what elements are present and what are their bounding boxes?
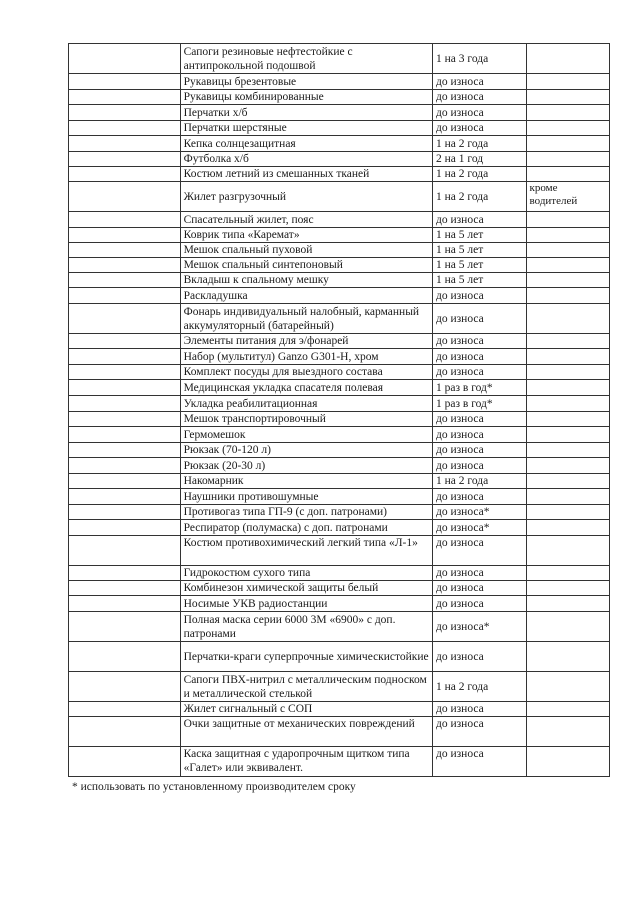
item-name-cell: Респиратор (полумаска) с доп. патронами — [180, 520, 432, 536]
item-name-cell: Спасательный жилет, пояс — [180, 212, 432, 228]
item-name-cell: Носимые УКВ радиостанции — [180, 596, 432, 612]
item-term-cell: до износа — [433, 458, 527, 474]
row-number-cell — [69, 458, 181, 474]
item-term-cell: до износа — [433, 489, 527, 505]
item-name-cell: Рюкзак (70-120 л) — [180, 443, 432, 458]
item-note-cell — [526, 90, 609, 105]
item-note-cell — [526, 136, 609, 152]
item-term-cell: до износа — [433, 288, 527, 304]
item-term-cell: до износа — [433, 90, 527, 105]
item-note-cell — [526, 121, 609, 136]
item-term-cell: 1 на 5 лет — [433, 258, 527, 273]
item-term-cell: до износа — [433, 304, 527, 334]
item-term-cell: 1 на 2 года — [433, 136, 527, 152]
item-note-cell — [526, 596, 609, 612]
item-name-cell: Комплект посуды для выездного состава — [180, 365, 432, 380]
item-name-cell: Футболка х/б — [180, 152, 432, 167]
item-note-cell — [526, 273, 609, 288]
row-number-cell — [69, 581, 181, 596]
row-number-cell — [69, 380, 181, 396]
table-row — [69, 182, 610, 212]
item-note-cell — [526, 412, 609, 427]
table-row — [69, 702, 610, 717]
row-number-cell — [69, 520, 181, 536]
row-number-cell — [69, 167, 181, 182]
row-number-cell — [69, 365, 181, 380]
table-row — [69, 458, 610, 474]
item-name-cell: Противогаз типа ГП-9 (с доп. патронами) — [180, 505, 432, 520]
row-number-cell — [69, 717, 181, 747]
item-name-cell: Укладка реабилитационная — [180, 396, 432, 412]
table-row — [69, 520, 610, 536]
item-name-cell: Сапоги ПВХ-нитрил с металлическим подноском и металлической стелькой — [180, 672, 432, 702]
table-row — [69, 427, 610, 443]
table-row — [69, 304, 610, 334]
row-number-cell — [69, 243, 181, 258]
item-term-cell: до износа — [433, 581, 527, 596]
item-note-cell — [526, 505, 609, 520]
row-number-cell — [69, 536, 181, 566]
item-term-cell: до износа — [433, 747, 527, 777]
item-name-cell: Комбинезон химической защиты белый — [180, 581, 432, 596]
item-note-cell — [526, 536, 609, 566]
item-name-cell: Рюкзак (20-30 л) — [180, 458, 432, 474]
item-term-cell: до износа — [433, 536, 527, 566]
item-note-cell — [526, 427, 609, 443]
table-row — [69, 747, 610, 777]
row-number-cell — [69, 642, 181, 672]
item-name-cell: Рукавицы комбинированные — [180, 90, 432, 105]
table-row — [69, 258, 610, 273]
row-number-cell — [69, 443, 181, 458]
row-number-cell — [69, 182, 181, 212]
item-note-cell — [526, 458, 609, 474]
table-row — [69, 596, 610, 612]
item-note-cell — [526, 443, 609, 458]
row-number-cell — [69, 474, 181, 489]
item-term-cell: до износа — [433, 596, 527, 612]
table-row — [69, 536, 610, 566]
item-term-cell: до износа — [433, 105, 527, 121]
item-term-cell: 1 на 5 лет — [433, 228, 527, 243]
item-name-cell: Элементы питания для э/фонарей — [180, 334, 432, 349]
item-name-cell: Гидрокостюм сухого типа — [180, 566, 432, 581]
table-row — [69, 273, 610, 288]
item-name-cell: Жилет разгрузочный — [180, 182, 432, 212]
item-name-cell: Перчатки х/б — [180, 105, 432, 121]
item-name-cell: Костюм противохимический легкий типа «Л-1» — [180, 536, 432, 566]
item-name-cell: Перчатки шерстяные — [180, 121, 432, 136]
item-term-cell: до износа — [433, 566, 527, 581]
table-row — [69, 672, 610, 702]
table-row — [69, 380, 610, 396]
table-row — [69, 212, 610, 228]
table-row — [69, 612, 610, 642]
item-note-cell — [526, 474, 609, 489]
item-note-cell — [526, 489, 609, 505]
item-term-cell: до износа — [433, 443, 527, 458]
table-row — [69, 105, 610, 121]
table-row — [69, 581, 610, 596]
row-number-cell — [69, 489, 181, 505]
item-term-cell: до износа — [433, 121, 527, 136]
item-term-cell: 1 раз в год* — [433, 396, 527, 412]
item-term-cell: 1 на 2 года — [433, 672, 527, 702]
item-term-cell: 1 на 2 года — [433, 182, 527, 212]
footnote: * использовать по установленному производителем сроку — [72, 781, 356, 793]
item-term-cell: до износа — [433, 412, 527, 427]
item-note-cell — [526, 717, 609, 747]
item-note-cell — [526, 672, 609, 702]
item-term-cell: 1 на 3 года — [433, 44, 527, 74]
item-note-cell — [526, 566, 609, 581]
item-note-cell — [526, 642, 609, 672]
row-number-cell — [69, 396, 181, 412]
table-row — [69, 349, 610, 365]
row-number-cell — [69, 74, 181, 90]
item-name-cell: Перчатки-краги суперпрочные химическистойкие — [180, 642, 432, 672]
item-note-cell — [526, 702, 609, 717]
item-term-cell: до износа — [433, 365, 527, 380]
item-note-cell — [526, 44, 609, 74]
row-number-cell — [69, 136, 181, 152]
table-row — [69, 136, 610, 152]
item-term-cell: до износа — [433, 642, 527, 672]
row-number-cell — [69, 121, 181, 136]
table-row — [69, 717, 610, 747]
table-row — [69, 152, 610, 167]
item-note-cell — [526, 396, 609, 412]
item-note-cell — [526, 152, 609, 167]
item-term-cell: до износа — [433, 349, 527, 365]
item-term-cell: до износа* — [433, 505, 527, 520]
table-row — [69, 121, 610, 136]
item-note-cell: кроме водителей — [526, 182, 609, 212]
item-name-cell: Мешок спальный синтепоновый — [180, 258, 432, 273]
item-note-cell — [526, 288, 609, 304]
table-row — [69, 489, 610, 505]
item-name-cell: Кепка солнцезащитная — [180, 136, 432, 152]
item-term-cell: до износа* — [433, 520, 527, 536]
table-row — [69, 288, 610, 304]
table-row — [69, 365, 610, 380]
item-term-cell: до износа — [433, 334, 527, 349]
item-term-cell: до износа — [433, 702, 527, 717]
item-name-cell: Рукавицы брезентовые — [180, 74, 432, 90]
item-note-cell — [526, 105, 609, 121]
table-row — [69, 474, 610, 489]
row-number-cell — [69, 228, 181, 243]
item-name-cell: Медицинская укладка спасателя полевая — [180, 380, 432, 396]
row-number-cell — [69, 152, 181, 167]
row-number-cell — [69, 44, 181, 74]
item-term-cell: до износа — [433, 427, 527, 443]
item-name-cell: Наушники противошумные — [180, 489, 432, 505]
item-term-cell: до износа — [433, 717, 527, 747]
row-number-cell — [69, 273, 181, 288]
item-note-cell — [526, 612, 609, 642]
table-row — [69, 167, 610, 182]
row-number-cell — [69, 596, 181, 612]
item-note-cell — [526, 520, 609, 536]
item-note-cell — [526, 349, 609, 365]
item-name-cell: Гермомешок — [180, 427, 432, 443]
item-name-cell: Мешок транспортировочный — [180, 412, 432, 427]
item-note-cell — [526, 167, 609, 182]
table-row — [69, 505, 610, 520]
item-term-cell: 2 на 1 год — [433, 152, 527, 167]
item-note-cell — [526, 74, 609, 90]
item-name-cell: Полная маска серии 6000 3М «6900» с доп. патронами — [180, 612, 432, 642]
item-name-cell: Раскладушка — [180, 288, 432, 304]
item-note-cell — [526, 258, 609, 273]
item-note-cell — [526, 304, 609, 334]
table-row — [69, 396, 610, 412]
table-row — [69, 44, 610, 74]
item-note-cell — [526, 228, 609, 243]
item-term-cell: 1 на 2 года — [433, 167, 527, 182]
table-row — [69, 74, 610, 90]
item-name-cell: Накомарник — [180, 474, 432, 489]
item-term-cell: до износа* — [433, 612, 527, 642]
equipment-table — [68, 43, 610, 777]
row-number-cell — [69, 747, 181, 777]
item-term-cell: 1 раз в год* — [433, 380, 527, 396]
item-name-cell: Очки защитные от механических повреждений — [180, 717, 432, 747]
table-row — [69, 412, 610, 427]
item-name-cell: Мешок спальный пуховой — [180, 243, 432, 258]
row-number-cell — [69, 105, 181, 121]
row-number-cell — [69, 349, 181, 365]
row-number-cell — [69, 212, 181, 228]
row-number-cell — [69, 412, 181, 427]
row-number-cell — [69, 288, 181, 304]
item-name-cell: Каска защитная с ударопрочным щитком типа «Галет» или эквивалент. — [180, 747, 432, 777]
item-note-cell — [526, 243, 609, 258]
table-row — [69, 566, 610, 581]
item-note-cell — [526, 334, 609, 349]
item-note-cell — [526, 212, 609, 228]
item-name-cell: Сапоги резиновые нефтестойкие с антипрокольной подошвой — [180, 44, 432, 74]
equipment-table-body — [69, 44, 610, 777]
table-row — [69, 334, 610, 349]
row-number-cell — [69, 427, 181, 443]
row-number-cell — [69, 90, 181, 105]
item-name-cell: Жилет сигнальный с СОП — [180, 702, 432, 717]
row-number-cell — [69, 505, 181, 520]
row-number-cell — [69, 672, 181, 702]
table-row — [69, 443, 610, 458]
item-term-cell: 1 на 5 лет — [433, 273, 527, 288]
row-number-cell — [69, 566, 181, 581]
item-term-cell: до износа — [433, 74, 527, 90]
item-term-cell: 1 на 5 лет — [433, 243, 527, 258]
item-note-cell — [526, 380, 609, 396]
row-number-cell — [69, 702, 181, 717]
item-name-cell: Вкладыш к спальному мешку — [180, 273, 432, 288]
item-note-cell — [526, 365, 609, 380]
item-name-cell: Фонарь индивидуальный налобный, карманный аккумуляторный (батарейный) — [180, 304, 432, 334]
table-row — [69, 243, 610, 258]
item-name-cell: Коврик типа «Каремат» — [180, 228, 432, 243]
table-row — [69, 90, 610, 105]
item-name-cell: Костюм летний из смешанных тканей — [180, 167, 432, 182]
table-row — [69, 228, 610, 243]
row-number-cell — [69, 334, 181, 349]
item-note-cell — [526, 581, 609, 596]
table-row — [69, 642, 610, 672]
item-name-cell: Набор (мультитул) Ganzo G301-H, хром — [180, 349, 432, 365]
item-term-cell: 1 на 2 года — [433, 474, 527, 489]
row-number-cell — [69, 258, 181, 273]
item-term-cell: до износа — [433, 212, 527, 228]
row-number-cell — [69, 612, 181, 642]
item-note-cell — [526, 747, 609, 777]
row-number-cell — [69, 304, 181, 334]
